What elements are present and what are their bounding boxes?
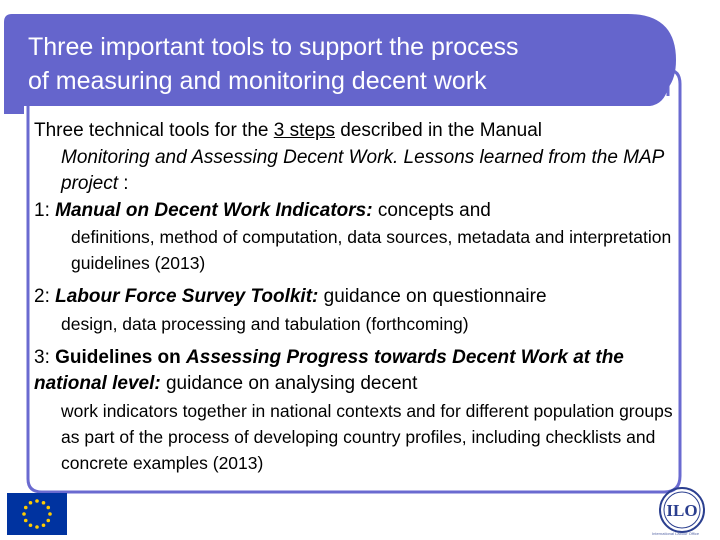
tool-2-name: Labour Force Survey Toolkit:	[55, 286, 319, 307]
tool-3-name-part-1: Guidelines on	[55, 346, 187, 368]
slide-title	[28, 30, 668, 98]
intro-reference	[34, 145, 694, 198]
ilo-logo-text: ILO	[666, 501, 698, 520]
tool-2-number: 2:	[34, 286, 56, 307]
slide-body	[34, 118, 694, 476]
tool-1-description: definitions, method of computation, data sources, metadata and interpretation guidelines (2013)	[71, 227, 672, 273]
tool-1-name: Manual on Decent Work Indicators:	[55, 199, 373, 221]
tool-2-description: design, data processing and tabulation (forthcoming)	[61, 313, 469, 334]
title-line-2: of measuring and monitoring decent work	[28, 67, 487, 95]
eu-star	[24, 506, 28, 510]
eu-star	[22, 512, 26, 516]
tool-1-number: 1:	[34, 199, 56, 221]
eu-star	[42, 523, 46, 527]
manual-title: Monitoring and Assessing Decent Work. Lessons learned from the MAP project	[61, 146, 664, 194]
eu-star	[46, 506, 50, 510]
ilo-caption: International Labour Office	[652, 531, 700, 536]
tool-3-desc-inline: guidance on analysing decent	[160, 373, 418, 394]
eu-star	[35, 499, 39, 503]
intro-tail: :	[118, 173, 129, 194]
intro-underlined: 3 steps	[273, 120, 336, 141]
eu-star	[24, 519, 28, 523]
eu-star	[29, 523, 33, 527]
title-line-1: Three important tools to support the process	[28, 33, 519, 61]
tool-3-number: 3:	[34, 346, 56, 368]
tool-3-heading	[34, 345, 694, 398]
tool-2-heading	[34, 284, 694, 311]
tool-1-desc-inline: concepts and	[372, 199, 491, 221]
eu-star	[29, 501, 33, 505]
tool-3-description: work indicators together in national contexts and for different population groups as part of the process of developing country profiles, including checklists and concrete examples (2013)	[61, 400, 673, 473]
intro-text	[34, 118, 694, 145]
eu-star	[48, 512, 52, 516]
tool-1-heading	[34, 198, 694, 225]
intro-part-2: described in the Manual	[335, 120, 543, 141]
tool-3-name-part-2: Assessing Progress towards Decent Work at the national level:	[34, 346, 624, 394]
eu-flag-icon	[7, 493, 67, 535]
tool-2-desc-inline: guidance on questionnaire	[318, 286, 547, 307]
eu-star	[42, 501, 46, 505]
eu-star	[35, 525, 39, 529]
eu-star	[46, 519, 50, 523]
intro-part-1: Three technical tools for the	[34, 120, 274, 141]
